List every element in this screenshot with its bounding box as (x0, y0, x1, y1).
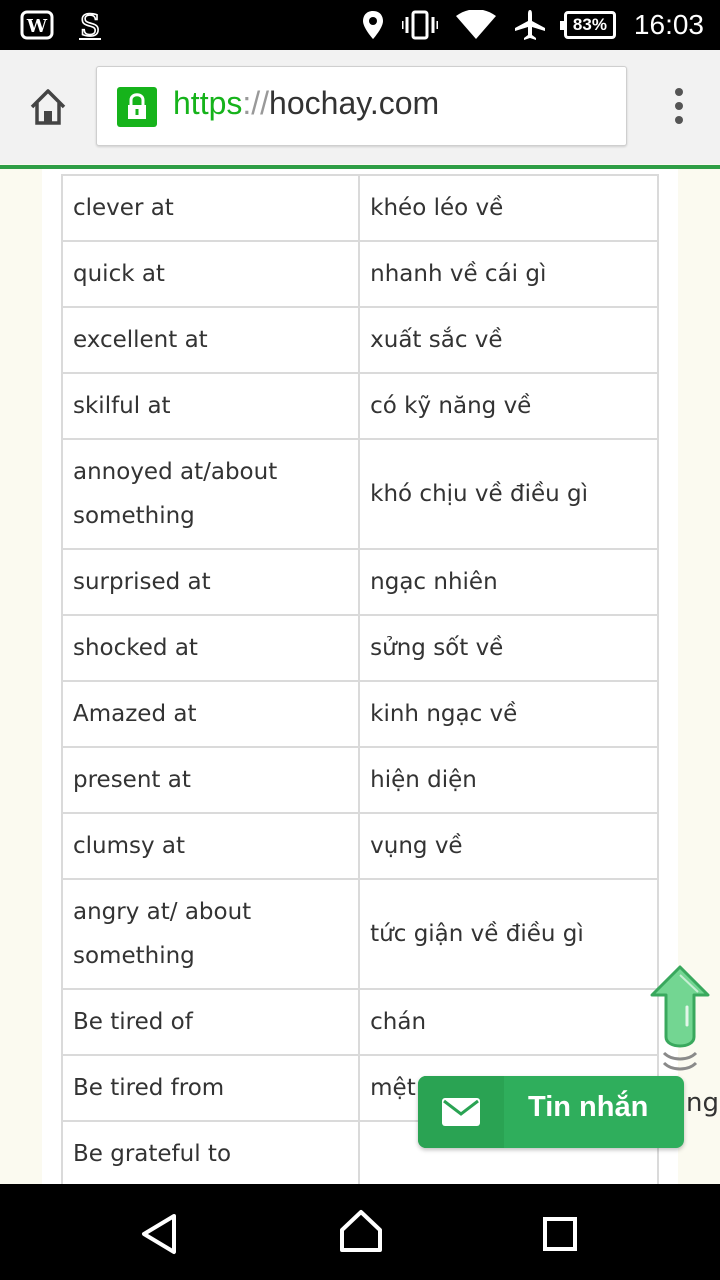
scroll-top-button[interactable] (650, 965, 710, 1080)
table-cell-vietnamese: xuất sắc về (359, 307, 658, 373)
mail-icon (418, 1076, 504, 1148)
table-cell-vietnamese: khéo léo về (359, 175, 658, 241)
table-cell-english: shocked at (62, 615, 359, 681)
message-button[interactable] (418, 1076, 684, 1148)
peek-text: ng (686, 1088, 719, 1118)
table-cell-vietnamese: có kỹ năng về (359, 373, 658, 439)
table-cell-english: annoyed at/about something (62, 439, 359, 549)
svg-text:W: W (26, 16, 48, 37)
table-cell-english: clumsy at (62, 813, 359, 879)
table-row (62, 615, 658, 681)
airplane-icon (514, 9, 546, 41)
table-cell-english: angry at/ about something (62, 879, 359, 989)
overflow-menu-icon[interactable] (674, 88, 684, 128)
table-cell-english: present at (62, 747, 359, 813)
home-icon[interactable] (26, 85, 70, 129)
arrow-up-icon (652, 967, 708, 1069)
table-cell-vietnamese: khó chịu về điều gì (359, 439, 658, 549)
table-cell-english: Amazed at (62, 681, 359, 747)
battery-icon (564, 11, 616, 39)
location-icon (362, 10, 384, 40)
wikipedia-icon (20, 10, 54, 40)
browser-toolbar (0, 50, 720, 164)
table-cell-vietnamese: nhanh về cái gì (359, 241, 658, 307)
table-cell-english: skilful at (62, 373, 359, 439)
table-cell-vietnamese: hiện diện (359, 747, 658, 813)
url-text[interactable] (173, 85, 439, 122)
table-cell-english: quick at (62, 241, 359, 307)
table-cell-vietnamese: ngạc nhiên (359, 549, 658, 615)
table-cell-english: Be tired from (62, 1055, 359, 1121)
table-row (62, 681, 658, 747)
table-row (62, 747, 658, 813)
table-cell-english: Be grateful to (62, 1121, 359, 1184)
table-row (62, 175, 658, 241)
home-nav-icon[interactable] (338, 1208, 384, 1254)
table-row (62, 373, 658, 439)
web-content[interactable] (20, 169, 700, 1184)
table-cell-english: clever at (62, 175, 359, 241)
table-row (62, 813, 658, 879)
status-bar (0, 0, 720, 50)
table-cell-vietnamese: sửng sốt về (359, 615, 658, 681)
nav-bar (0, 1184, 720, 1280)
table-row (62, 307, 658, 373)
table-row (62, 989, 658, 1055)
back-icon[interactable] (138, 1212, 182, 1256)
table-row (62, 439, 658, 549)
recents-icon[interactable] (542, 1216, 578, 1252)
wifi-icon (456, 10, 496, 40)
vibrate-icon (402, 10, 438, 40)
table-row (62, 241, 658, 307)
clock: 16:03 (633, 9, 704, 40)
table-row (62, 549, 658, 615)
url-host: hochay.com (269, 85, 440, 121)
table-row (62, 879, 658, 989)
table-cell-vietnamese: mệt (359, 1055, 658, 1121)
table-cell-vietnamese: chán (359, 989, 658, 1055)
message-label: Tin nhắn (528, 1091, 649, 1123)
battery-level: 83% (572, 15, 607, 34)
url-separator: :// (242, 85, 270, 121)
url-bar[interactable] (96, 66, 627, 146)
vocab-table (61, 174, 659, 1184)
table-cell-english: Be tired of (62, 989, 359, 1055)
table-cell-english: surprised at (62, 549, 359, 615)
table-cell-vietnamese: vụng về (359, 813, 658, 879)
s-app-icon (76, 9, 104, 41)
table-cell-english: excellent at (62, 307, 359, 373)
lock-icon (117, 87, 157, 127)
url-scheme: https (173, 85, 243, 121)
svg-text:S: S (79, 9, 101, 41)
table-cell-vietnamese: kinh ngạc về (359, 681, 658, 747)
table-cell-vietnamese: tức giận về điều gì (359, 879, 658, 989)
